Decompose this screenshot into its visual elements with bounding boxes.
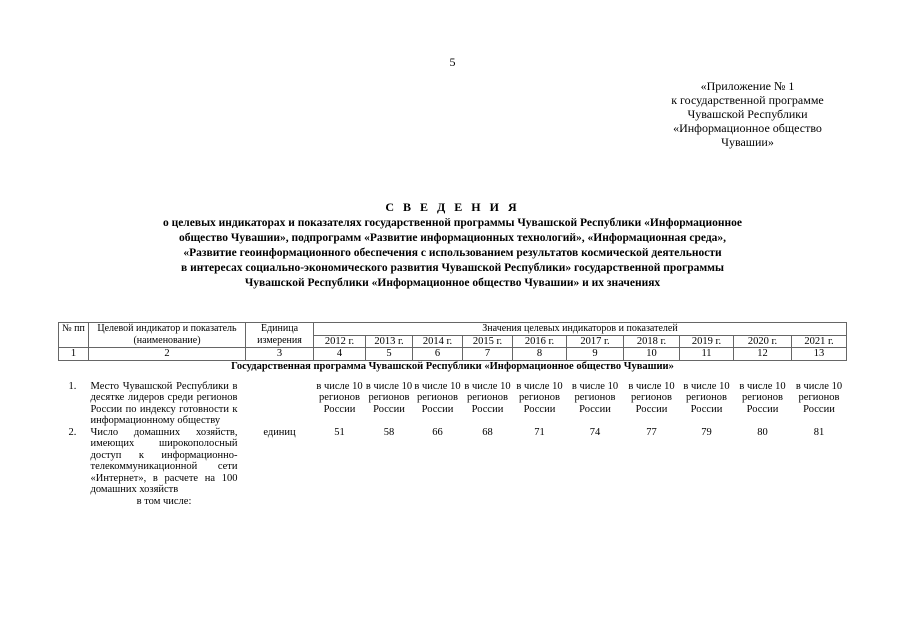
appendix-line: «Приложение № 1: [700, 79, 795, 93]
header-values-group: Значения целевых индикаторов и показателей: [314, 323, 847, 336]
row-unit: единиц: [263, 426, 296, 438]
column-number: 6: [413, 348, 463, 361]
row-value: 71: [534, 426, 545, 438]
row-value: в числе 10 регионов России: [365, 380, 413, 415]
row-value: 58: [383, 426, 395, 438]
header-num: № пп: [59, 323, 89, 348]
section-title-row: [59, 360, 847, 381]
row-indicator: Место Чувашской Республики в десятке лидеров среди регионов России по индексу готовности к информационному обществу: [90, 380, 238, 426]
subtitle-line: в интересах социально-экономического развития Чувашской Республики» государственной программы: [181, 262, 724, 274]
row-value: 51: [334, 426, 345, 438]
header-year: 2021 г.: [792, 335, 847, 348]
header-year: 2012 г.: [314, 335, 366, 348]
header-year: 2020 г.: [734, 335, 792, 348]
row-indicator: [89, 427, 246, 508]
header-year: 2018 г.: [624, 335, 680, 348]
indicators-table: [58, 322, 847, 507]
row-value: в числе 10 регионов России: [414, 380, 461, 415]
row-indicator-note: в том числе:: [136, 495, 192, 507]
header-year: 2016 г.: [513, 335, 567, 348]
column-number: 13: [792, 348, 847, 361]
row-value: в числе 10 регионов России: [795, 380, 843, 415]
header-year: 2013 г.: [366, 335, 413, 348]
row-value: в числе 10 регионов России: [628, 380, 675, 415]
appendix-line: «Информационное общество: [673, 121, 822, 135]
row-value: в числе 10 регионов России: [571, 380, 619, 415]
row-value: 74: [589, 426, 601, 438]
column-number: 3: [246, 348, 314, 361]
header-year: 2017 г.: [567, 335, 624, 348]
row-unit: [246, 381, 314, 427]
document-heading: С В Е Д Е Н И Я: [385, 200, 520, 214]
subtitle-line: Чувашской Республики «Информационное общество Чувашии» и их значениях: [244, 277, 661, 289]
header-year: 2015 г.: [463, 335, 513, 348]
row-value: 81: [813, 426, 825, 438]
row-value: в числе 10 регионов России: [516, 380, 563, 415]
header-year: 2014 г.: [413, 335, 463, 348]
table-header-row: [59, 323, 847, 336]
header-year: 2019 г.: [680, 335, 734, 348]
row-value: 68: [482, 426, 493, 438]
subtitle-line: о целевых индикаторах и показателях государственной программы Чувашской Республики «Информационное: [162, 217, 743, 229]
column-number: 4: [314, 348, 366, 361]
column-number: 2: [89, 348, 246, 361]
row-value: в числе 10 регионов России: [464, 380, 511, 415]
row-number: 2.: [68, 426, 77, 438]
column-number: 12: [734, 348, 792, 361]
subtitle-line: «Развитие геоинформационного обеспечения с использованием результатов космической деятельности: [183, 247, 722, 259]
table-row: [59, 427, 847, 508]
section-title: Государственная программа Чувашской Республики «Информационное общество Чувашии»: [231, 360, 674, 372]
appendix-line: Чувашской Республики: [687, 107, 808, 121]
column-numbers-row: [59, 348, 847, 361]
row-value: в числе 10 регионов России: [739, 380, 786, 415]
row-value: в числе 10 регионов России: [316, 380, 363, 415]
row-value: 77: [646, 426, 657, 438]
column-number: 7: [463, 348, 513, 361]
document-subtitle: [60, 216, 845, 291]
column-number: 9: [567, 348, 624, 361]
column-number: 5: [366, 348, 413, 361]
appendix-line: Чувашии»: [721, 135, 774, 149]
row-indicator-text: Число домашних хозяйств, имеющих широкополосный доступ к информационно-телекоммуникационной сети «Интернет», в расчете на 100 домашних хозяйств: [90, 426, 238, 495]
row-value: в числе 10 регионов России: [683, 380, 730, 415]
appendix-note: [650, 79, 845, 149]
subtitle-line: общество Чувашии», подпрограмм «Развитие информационных технологий», «Информационная среда»,: [178, 232, 727, 244]
appendix-line: к государственной программе: [671, 93, 824, 107]
row-value: 80: [757, 426, 768, 438]
header-unit: Единица измерения: [246, 323, 314, 348]
page-number: 5: [449, 55, 456, 69]
table-row: [59, 381, 847, 427]
column-number: 8: [513, 348, 567, 361]
column-number: 1: [59, 348, 89, 361]
column-number: 10: [624, 348, 680, 361]
row-number: 1.: [68, 380, 77, 392]
header-indicator: Целевой индикатор и показатель (наименование): [89, 323, 246, 348]
row-value: 66: [432, 426, 443, 438]
row-value: 79: [701, 426, 712, 438]
column-number: 11: [680, 348, 734, 361]
